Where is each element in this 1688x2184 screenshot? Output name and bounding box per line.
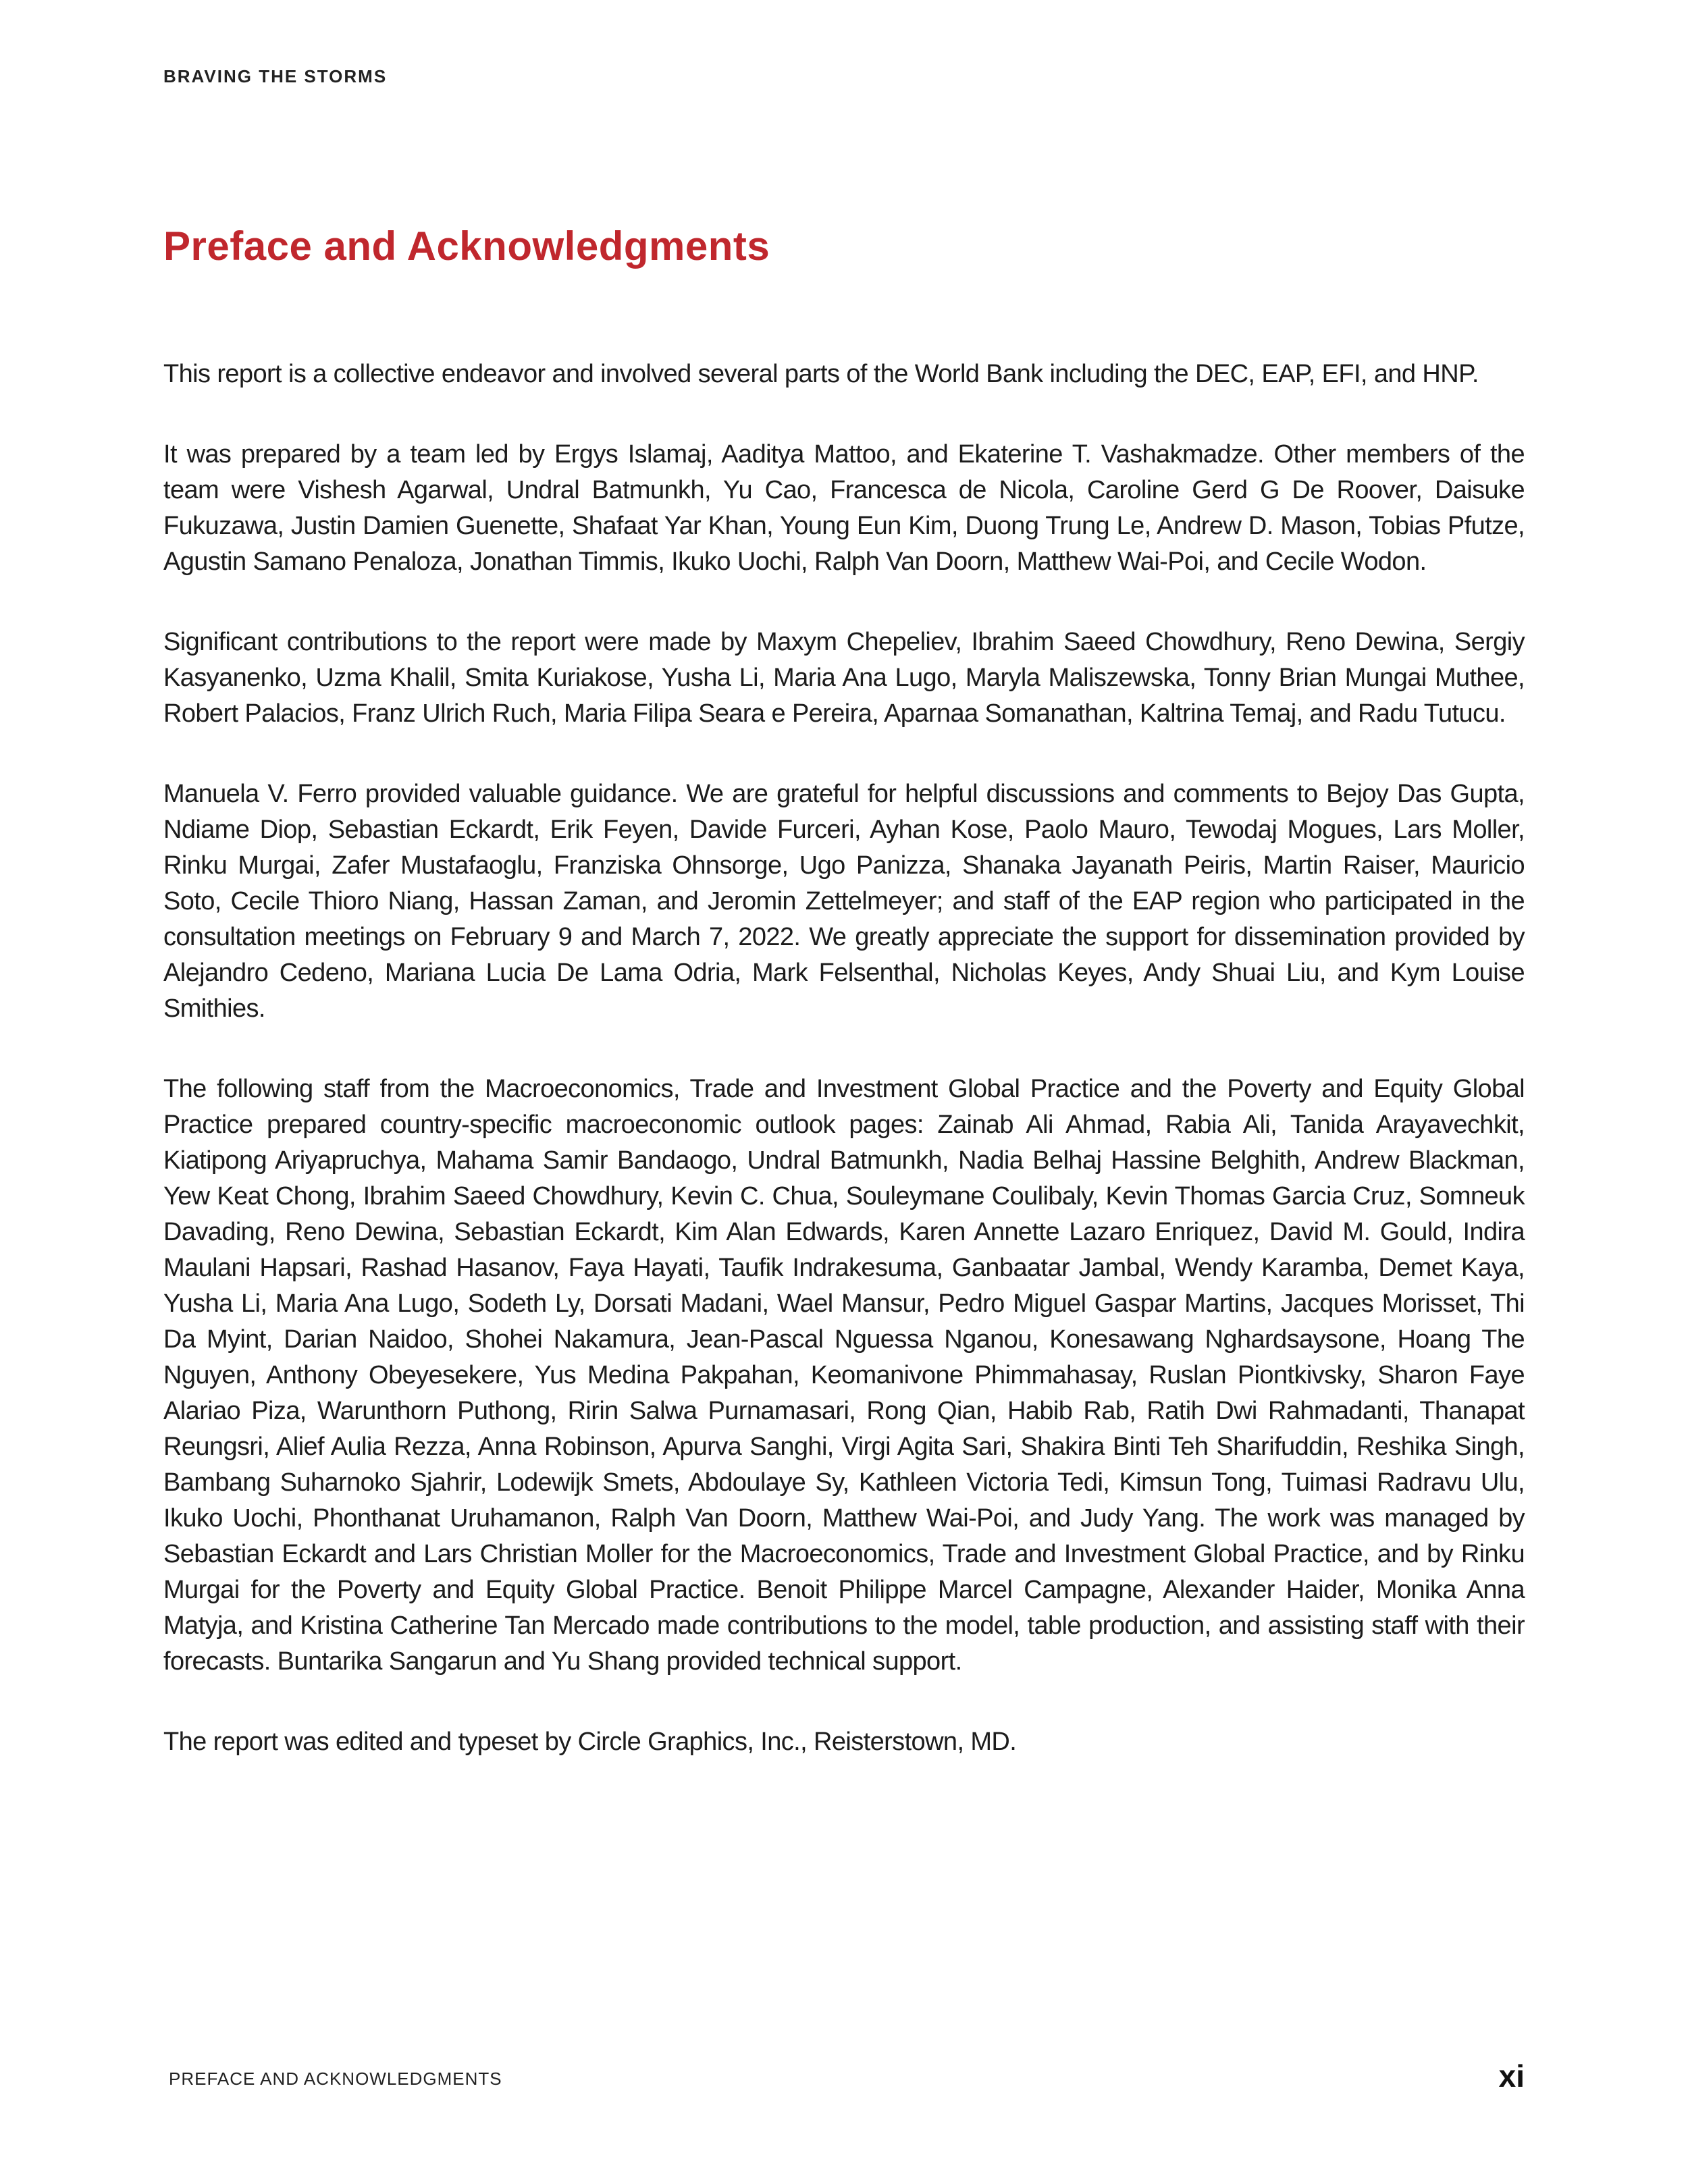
body-text xyxy=(163,356,1525,1805)
running-header: BRAVING THE STORMS xyxy=(163,66,388,86)
paragraph-country-staff: The following staff from the Macroeconomics, Trade and Investment Global Practice and the Poverty and Equity Global Practice prepared country-specific macroeconomic outlook pages: Zainab Ali Ahmad, Rabia Ali, Tanida Arayavechkit, Kiatipong Ariyapruchya, Mahama Samir Bandaogo, Undral Batmunkh, Nadia Belhaj Hassine Belghith, Andrew Blackman, Yew Keat Chong, Ibrahim Saeed Chowdhury, Kevin C. Chua, Souleymane Coulibaly, Kevin Thomas Garcia Cruz, Somneuk Davading, Reno Dewina, Sebastian Eckardt, Kim Alan Edwards, Karen Annette Lazaro Enriquez, David M. Gould, Indira Maulani Hapsari, Rashad Hasanov, Faya Hayati, Taufik Indrakesuma, Ganbaatar Jambal, Wendy Karamba, Demet Kaya, Yusha Li, Maria Ana Lugo, Sodeth Ly, Dorsati Madani, Wael Mansur, Pedro Miguel Gaspar Martins, Jacques Morisset, Thi Da Myint, Darian Naidoo, Shohei Nakamura, Jean-Pascal Nguessa Nganou, Konesawang Nghardsaysone, Hoang The Nguyen, Anthony Obeyesekere, Yus Medina Pakpahan, Keomanivone Phimmahasay, Ruslan Piontkivsky, Sharon Faye Alariao Piza, Warunthorn Puthong, Ririn Salwa Purnamasari, Rong Qian, Habib Rab, Ratih Dwi Rahmadanti, Thanapat Reungsri, Alief Aulia Rezza, Anna Robinson, Apurva Sanghi, Virgi Agita Sari, Shakira Binti Teh Sharifuddin, Reshika Singh, Bambang Suharnoko Sjahrir, Lodewijk Smets, Abdoulaye Sy, Kathleen Victoria Tedi, Kimsun Tong, Tuimasi Radravu Ulu, Ikuko Uochi, Phonthanat Uruhamanon, Ralph Van Doorn, Matthew Wai-Poi, and Judy Yang. The work was managed by Sebastian Eckardt and Lars Christian Moller for the Macroeconomics, Trade and Investment Global Practice, and by Rinku Murgai for the Poverty and Equity Global Practice. Benoit Philippe Marcel Campagne, Alexander Haider, Monika Anna Matyja, and Kristina Catherine Tan Mercado made contributions to the model, table production, and assisting staff with their forecasts. Buntarika Sangarun and Yu Shang provided technical support. xyxy=(163,1075,1525,1676)
paragraph-contributions: Significant contributions to the report were made by Maxym Chepeliev, Ibrahim Saeed Chowdhury, Reno Dewina, Sergiy Kasyanenko, Uzma Khalil, Smita Kuriakose, Yusha Li, Maria Ana Lugo, Maryla Maliszewska, Tonny Brian Mungai Muthee, Robert Palacios, Franz Ulrich Ruch, Maria Filipa Seara e Pereira, Aparnaa Somanathan, Kaltrina Temaj, and Radu Tutucu. xyxy=(163,628,1525,728)
footer-section-label: PREFACE AND ACKNOWLEDGMENTS xyxy=(169,2069,502,2089)
paragraph-intro: This report is a collective endeavor and involved several parts of the World Bank including the DEC, EAP, EFI, and HNP. xyxy=(163,360,1479,388)
page-number: xi xyxy=(1498,2058,1525,2094)
paragraph-team: It was prepared by a team led by Ergys Islamaj, Aaditya Mattoo, and Ekaterine T. Vashakmadze. Other members of the team were Vishesh Agarwal, Undral Batmunkh, Yu Cao, Francesca de Nicola, Caroline Gerd G De Roover, Daisuke Fukuzawa, Justin Damien Guenette, Shafaat Yar Khan, Young Eun Kim, Duong Trung Le, Andrew D. Mason, Tobias Pfutze, Agustin Samano Penaloza, Jonathan Timmis, Ikuko Uochi, Ralph Van Doorn, Matthew Wai-Poi, and Cecile Wodon. xyxy=(163,440,1525,576)
paragraph-editing: The report was edited and typeset by Circle Graphics, Inc., Reisterstown, MD. xyxy=(163,1728,1017,1756)
page-title: Preface and Acknowledgments xyxy=(163,223,770,269)
paragraph-guidance: Manuela V. Ferro provided valuable guidance. We are grateful for helpful discussions and comments to Bejoy Das Gupta, Ndiame Diop, Sebastian Eckardt, Erik Feyen, Davide Furceri, Ayhan Kose, Paolo Mauro, Tewodaj Mogues, Lars Moller, Rinku Murgai, Zafer Mustafaoglu, Franziska Ohnsorge, Ugo Panizza, Shanaka Jayanath Peiris, Martin Raiser, Mauricio Soto, Cecile Thioro Niang, Hassan Zaman, and Jeromin Zettelmeyer; and staff of the EAP region who participated in the consultation meetings on February 9 and March 7, 2022. We greatly appreciate the support for dissemination provided by Alejandro Cedeno, Mariana Lucia De Lama Odria, Mark Felsenthal, Nicholas Keyes, Andy Shuai Liu, and Kym Louise Smithies. xyxy=(163,780,1525,1023)
